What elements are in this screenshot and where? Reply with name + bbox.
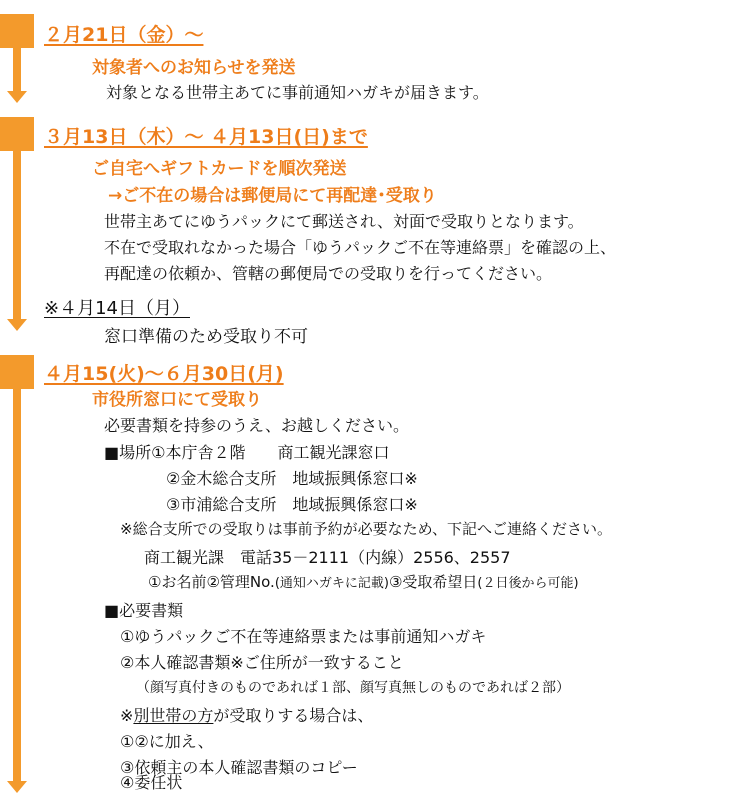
timeline-marker-1 [0,14,34,48]
timeline-stem-3 [13,389,21,781]
timeline-stem-1 [13,48,21,91]
other-household-line-1: ①②に加え、 [120,732,214,751]
branch-reservation-note: ※総合支所での受取りは事前予約が必要なため、下記へご連絡ください。 [120,520,612,538]
section1-date: ２月21日（金）～ [44,24,204,46]
timeline-marker-2 [0,117,34,151]
required-doc-1: ①ゆうパックご不在等連絡票または事前通知ハガキ [120,627,487,646]
contact-items [148,571,579,592]
timeline-arrow-1-icon [7,91,27,103]
contact-items-part1: ①お名前②管理No. [148,573,275,591]
section1-body: 対象となる世帯主あてに事前通知ハガキが届きます。 [106,83,489,102]
section4-date: ４月15(火)～６月30日(月) [44,363,284,385]
other-household-mark: ※ [120,706,134,725]
section1-heading: 対象者へのお知らせを発送 [92,58,296,78]
timeline-stem-2 [13,151,21,319]
required-doc-2: ②本人確認書類※ご住所が一致すること [120,653,404,672]
timeline-marker-3 [0,355,34,389]
section3-note-date: ※４月14日（月） [44,298,190,319]
section2-heading: ご自宅へギフトカードを順次発送 [92,159,347,179]
timeline-arrow-2-icon [7,319,27,331]
other-household-label: 別世帯の方 [133,706,214,725]
contact-phone: 商工観光課 電話35－2111（内線）2556、2557 [144,548,511,567]
section3-body: 窓口準備のため受取り不可 [104,327,308,347]
other-household-line-2: ③依頼主の本人確認書類のコピー [120,758,358,777]
other-household-note [120,703,373,726]
contact-items-note1: (通知ハガキに記載) [274,576,389,591]
section2-body-line2: 不在で受取れなかった場合「ゆうパックご不在等連絡票」を確認の上、 [104,238,617,257]
section2-body-line1: 世帯主あてにゆうパックにて郵送され、対面で受取りとなります。 [104,212,584,231]
timeline-arrow-3-icon [7,781,27,793]
contact-items-part2: ③受取希望日 [388,573,478,591]
location-line-1: ■場所①本庁舎２階 商工観光課窓口 [104,443,390,462]
section4-intro: 必要書類を持参のうえ、お越しください。 [104,416,409,435]
contact-items-note2: (２日後から可能) [477,576,579,591]
section2-date: ３月13日（木）～ ４月13日(日)まで [44,126,368,148]
required-doc-2-note: （顔写真付きのものであれば１部、顔写真無しのものであれば２部） [136,680,570,696]
section2-subheading: →ご不在の場合は郵便局にて再配達･受取り [108,186,437,206]
section2-body-line3: 再配達の依頼か、管轄の郵便局での受取りを行ってください。 [104,264,553,283]
required-docs-heading: ■必要書類 [104,601,184,620]
location-line-3: ③市浦総合支所 地域振興係窓口※ [166,495,418,514]
section4-heading: 市役所窓口にて受取り [92,390,262,410]
location-line-2: ②金木総合支所 地域振興係窓口※ [166,469,418,488]
other-household-line-3: ④委任状 [120,773,183,792]
other-household-rest: が受取りする場合は、 [213,706,374,725]
